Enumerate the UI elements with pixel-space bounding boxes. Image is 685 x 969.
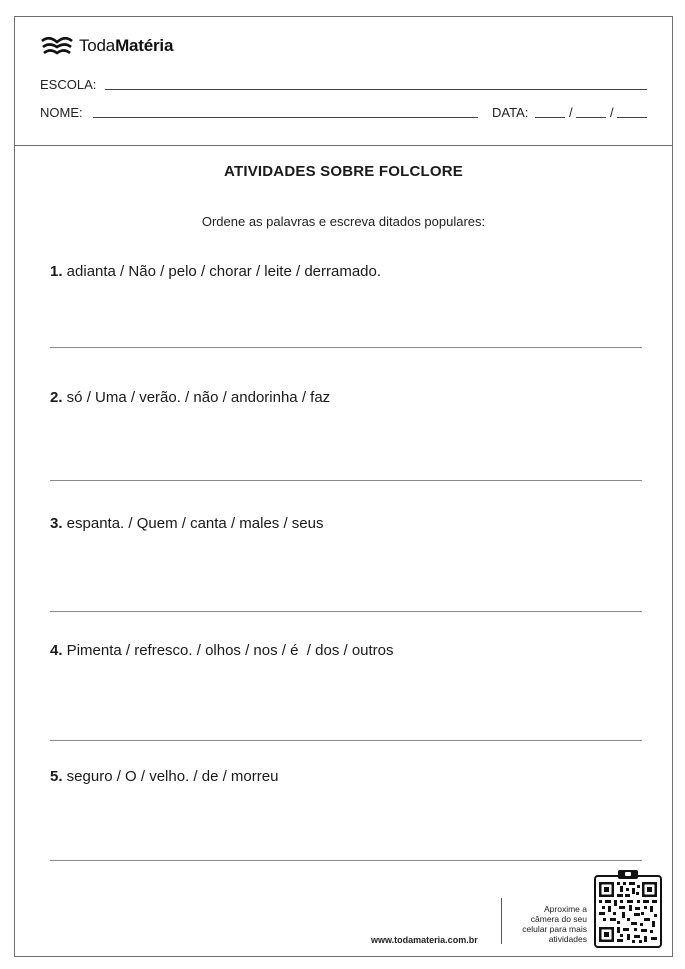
question-text: Pimenta / refresco. / olhos / nos / é / dos / outros — [62, 642, 394, 659]
worksheet-page — [14, 16, 673, 957]
question-number: 5. — [50, 768, 63, 785]
date-month-line[interactable] — [576, 117, 606, 118]
date-label: DATA: — [492, 105, 529, 120]
date-year-line[interactable] — [617, 117, 647, 118]
brand-name — [79, 36, 173, 56]
header — [15, 17, 672, 146]
footer-url[interactable]: www.todamateria.com.br — [371, 935, 478, 945]
question-number: 1. — [50, 263, 63, 280]
brand-name-regular: Toda — [79, 36, 116, 55]
worksheet-title: ATIVIDADES SOBRE FOLCLORE — [224, 163, 463, 180]
school-field-line[interactable] — [105, 89, 647, 90]
date-separator-2: / — [610, 105, 614, 120]
qr-note — [505, 904, 587, 944]
question-text: espanta. / Quem / canta / males / seus — [62, 515, 324, 532]
question-text: adianta / Não / pelo / chorar / leite / derramado. — [62, 263, 382, 280]
question-4 — [50, 642, 394, 659]
question-number: 3. — [50, 515, 63, 532]
answer-line-5[interactable] — [50, 860, 642, 861]
date-day-line[interactable] — [535, 117, 565, 118]
question-5 — [50, 768, 278, 785]
answer-line-1[interactable] — [50, 347, 642, 348]
question-number: 2. — [50, 389, 63, 406]
name-field-line[interactable] — [93, 117, 478, 118]
worksheet-instruction: Ordene as palavras e escreva ditados populares: — [201, 214, 486, 229]
question-3 — [50, 515, 323, 532]
name-label: NOME: — [40, 105, 83, 120]
qr-note-line: celular para mais — [522, 924, 587, 934]
toda-materia-logo-icon — [41, 36, 73, 56]
date-separator-1: / — [569, 105, 573, 120]
answer-line-3[interactable] — [50, 611, 642, 612]
qr-note-line: câmera do seu — [530, 914, 587, 924]
qr-note-line: Aproxime a — [544, 904, 587, 914]
question-text: só / Uma / verão. / não / andorinha / faz — [62, 389, 331, 406]
school-label: ESCOLA: — [40, 77, 97, 92]
question-number: 4. — [50, 642, 63, 659]
question-2 — [50, 389, 330, 406]
question-text: seguro / O / velho. / de / morreu — [62, 768, 279, 785]
footer-divider — [501, 898, 502, 944]
qr-note-line: atividades — [548, 934, 587, 944]
answer-line-4[interactable] — [50, 740, 642, 741]
brand-name-bold: Matéria — [115, 36, 174, 55]
brand-logo — [41, 36, 173, 56]
qr-code-icon[interactable] — [594, 870, 662, 948]
answer-line-2[interactable] — [50, 480, 642, 481]
question-1 — [50, 263, 381, 280]
